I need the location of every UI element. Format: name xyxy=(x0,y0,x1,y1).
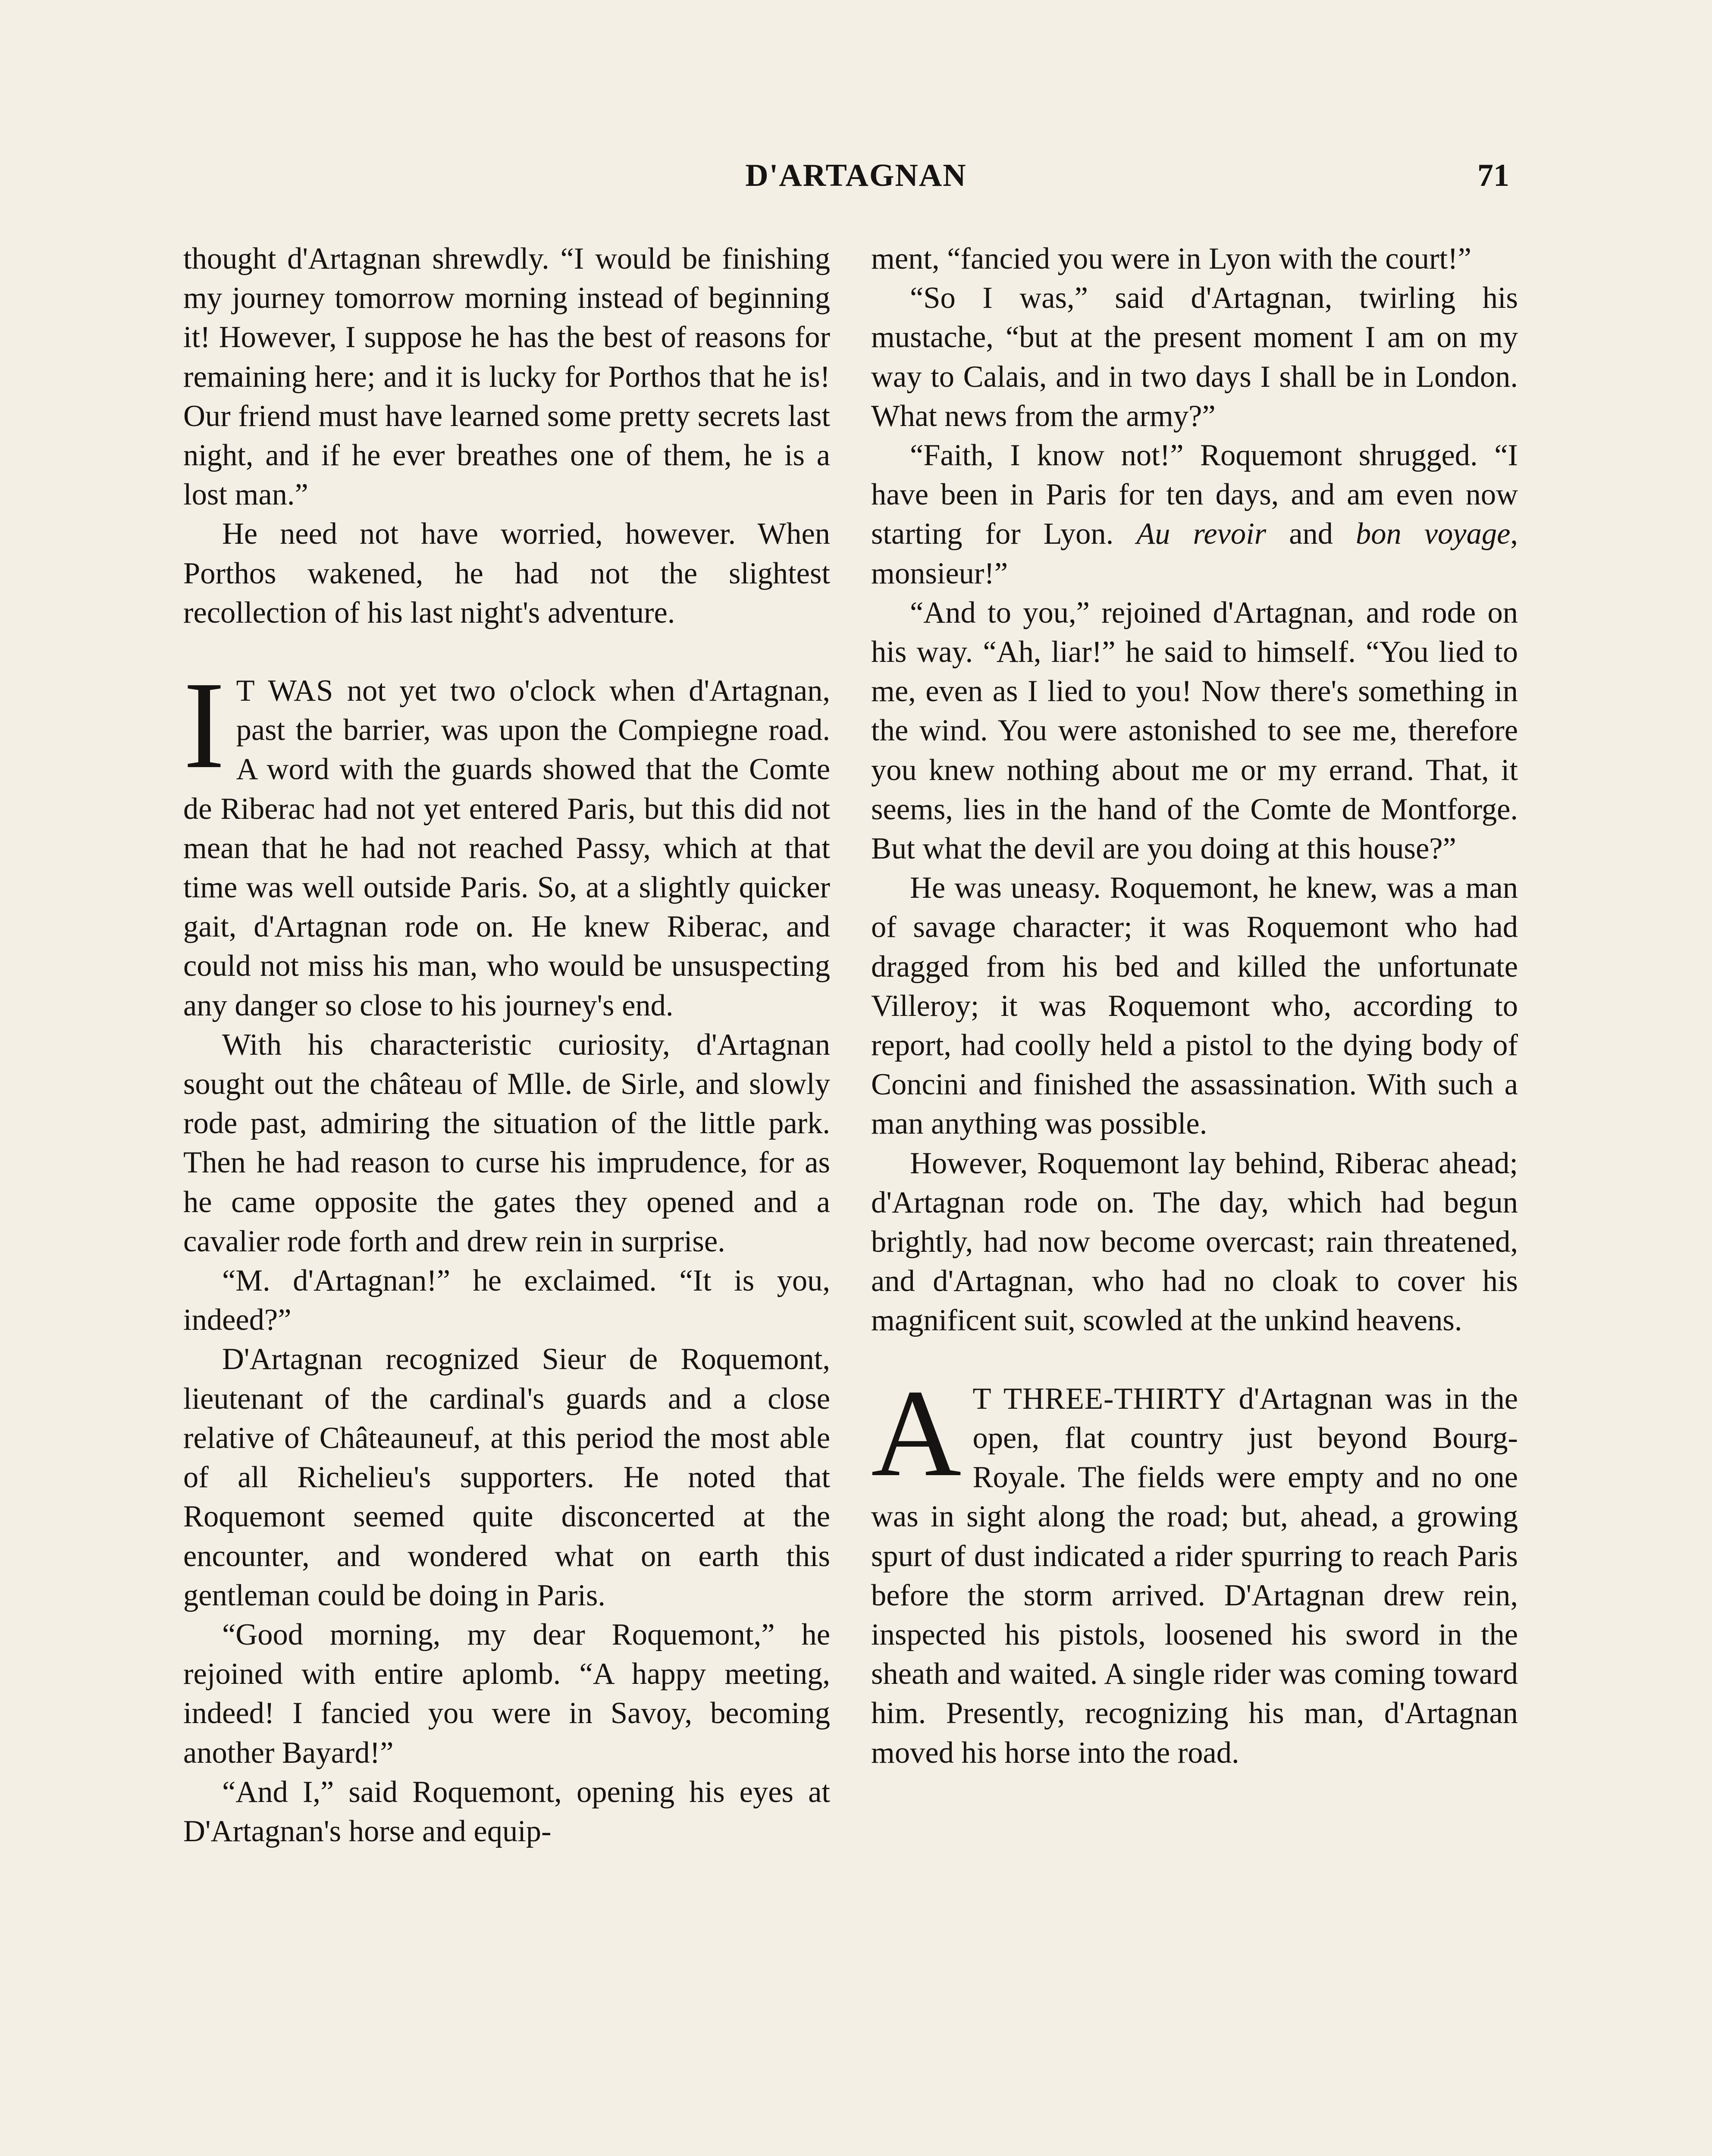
drop-cap-letter: I xyxy=(183,656,225,795)
section-lead-in: T WAS xyxy=(236,674,334,708)
left-column xyxy=(183,239,830,1851)
section-lead-in: T THREE-THIRTY xyxy=(972,1382,1226,1416)
section-opening-paragraph xyxy=(871,1363,1518,1773)
paragraph: However, Roquemont lay behind, Riberac ahead; d'Artagnan rode on. The day, which had begun brightly, had now become overcast; rain threatened, and d'Artagnan, who had no cloak to cover his magnificent suit, scowled at the unkind heavens. xyxy=(871,1146,1518,1338)
lead-in-continuation: d'Artagnan xyxy=(1226,1382,1385,1416)
paragraph: He need not have worried, however. When Porthos wakened, he had not the slightest recollection of his last night's adventure. xyxy=(183,517,830,630)
italic-phrase: bon voyage xyxy=(1356,517,1511,551)
italic-phrase: Au revoir xyxy=(1136,517,1267,551)
running-head xyxy=(0,153,1712,205)
paragraph-text: d'Artagnan, past the barrier, was upon the Compiegne road. A word with the guards showed that the Comte de Riberac had not yet entered Paris, but this did not mean that he had not reached Passy, which at that time was well outside Paris. So, at a slightly quicker gait, d'Artagnan rode on. He knew Riberac, and could not miss his man, who would be unsuspecting any danger so close to his journey's end. xyxy=(183,674,830,1022)
paragraph xyxy=(871,436,1518,593)
paragraph: ment, “fancied you were in Lyon with the court!” xyxy=(871,242,1471,276)
page-number: 71 xyxy=(1477,158,1509,193)
paragraph: “And to you,” rejoined d'Artagnan, and rode on his way. “Ah, liar!” he said to himself. “You lied to me, even as I lied to you! Now there's something in the wind. You were astonished to see me, therefore you knew nothing about me or my errand. That, it seems, lies in the hand of the Comte de Montforge. But what the devil are you doing at this house?” xyxy=(871,595,1518,866)
lead-in-continuation: not yet two o'clock when xyxy=(333,674,689,708)
paragraph: “So I was,” said d'Artagnan, twirling his mustache, “but at the present moment I am on my way to Calais, and in two days I shall be in London. What news from the army?” xyxy=(871,281,1518,433)
paragraph: thought d'Artagnan shrewdly. “I would be finishing my journey tomorrow morning instead of beginning it! However, I suppose he has the best of reasons for remaining here; and it is lucky for Porthos that he is! Our friend must have learned some pretty secrets last night, and if he ever breathes one of them, he is a lost man.” xyxy=(183,242,830,512)
paragraph: D'Artagnan recognized Sieur de Roquemont, lieutenant of the cardinal's guards and a close relative of Châteauneuf, at this period the most able of all Richelieu's supporters. He noted that Roquemont seemed quite disconcerted at the encounter, and wondered what on earth this gentleman could be doing in Paris. xyxy=(183,1342,830,1612)
paragraph: He was uneasy. Roquemont, he knew, was a man of savage character; it was Roquemont who had dragged from his bed and killed the unfortunate Villeroy; it was Roquemont who, according to report, had coolly held a pistol to the dying body of Concini and finished the assassination. With such a man anything was possible. xyxy=(871,871,1518,1141)
paragraph-tail: , monsieur!” xyxy=(871,517,1518,590)
drop-cap-letter: A xyxy=(871,1363,962,1502)
paragraph: “And I,” said Roquemont, opening his eyes at D'Artagnan's horse and equip- xyxy=(183,1775,830,1848)
paragraph: “Good morning, my dear Roquemont,” he rejoined with entire aplomb. “A happy meeting, indeed! I fancied you were in Savoy, becoming another Bayard!” xyxy=(183,1617,830,1770)
right-column xyxy=(871,239,1518,1773)
section-opening-paragraph xyxy=(183,656,830,1025)
paragraph-text: was in the open, flat country just beyond Bourg-Royale. The fields were empty and no one was in sight along the road; but, ahead, a growing spurt of dust indicated a rider spurring to reach Paris before the storm arrived. D'Artagnan drew rein, inspected his pistols, loosened his sword in the sheath and waited. A single rider was coming toward him. Presently, recognizing his man, d'Artagnan moved his horse into the road. xyxy=(871,1382,1518,1770)
paragraph-text: “Faith, I know not!” Roquemont shrugged. “I have been in Paris for ten days, and am even now starting for Lyon. xyxy=(871,439,1518,551)
paragraph: “M. d'Artagnan!” he exclaimed. “It is you, indeed?” xyxy=(183,1264,830,1337)
connector-text: and xyxy=(1266,517,1356,551)
paragraph: With his characteristic curiosity, d'Artagnan sought out the château of Mlle. de Sirle, and slowly rode past, admiring the situation of the little park. Then he had reason to curse his imprudence, for as he came opposite the gates they opened and a cavalier rode forth and drew rein in surprise. xyxy=(183,1028,830,1258)
running-title: D'ARTAGNAN xyxy=(745,158,967,193)
